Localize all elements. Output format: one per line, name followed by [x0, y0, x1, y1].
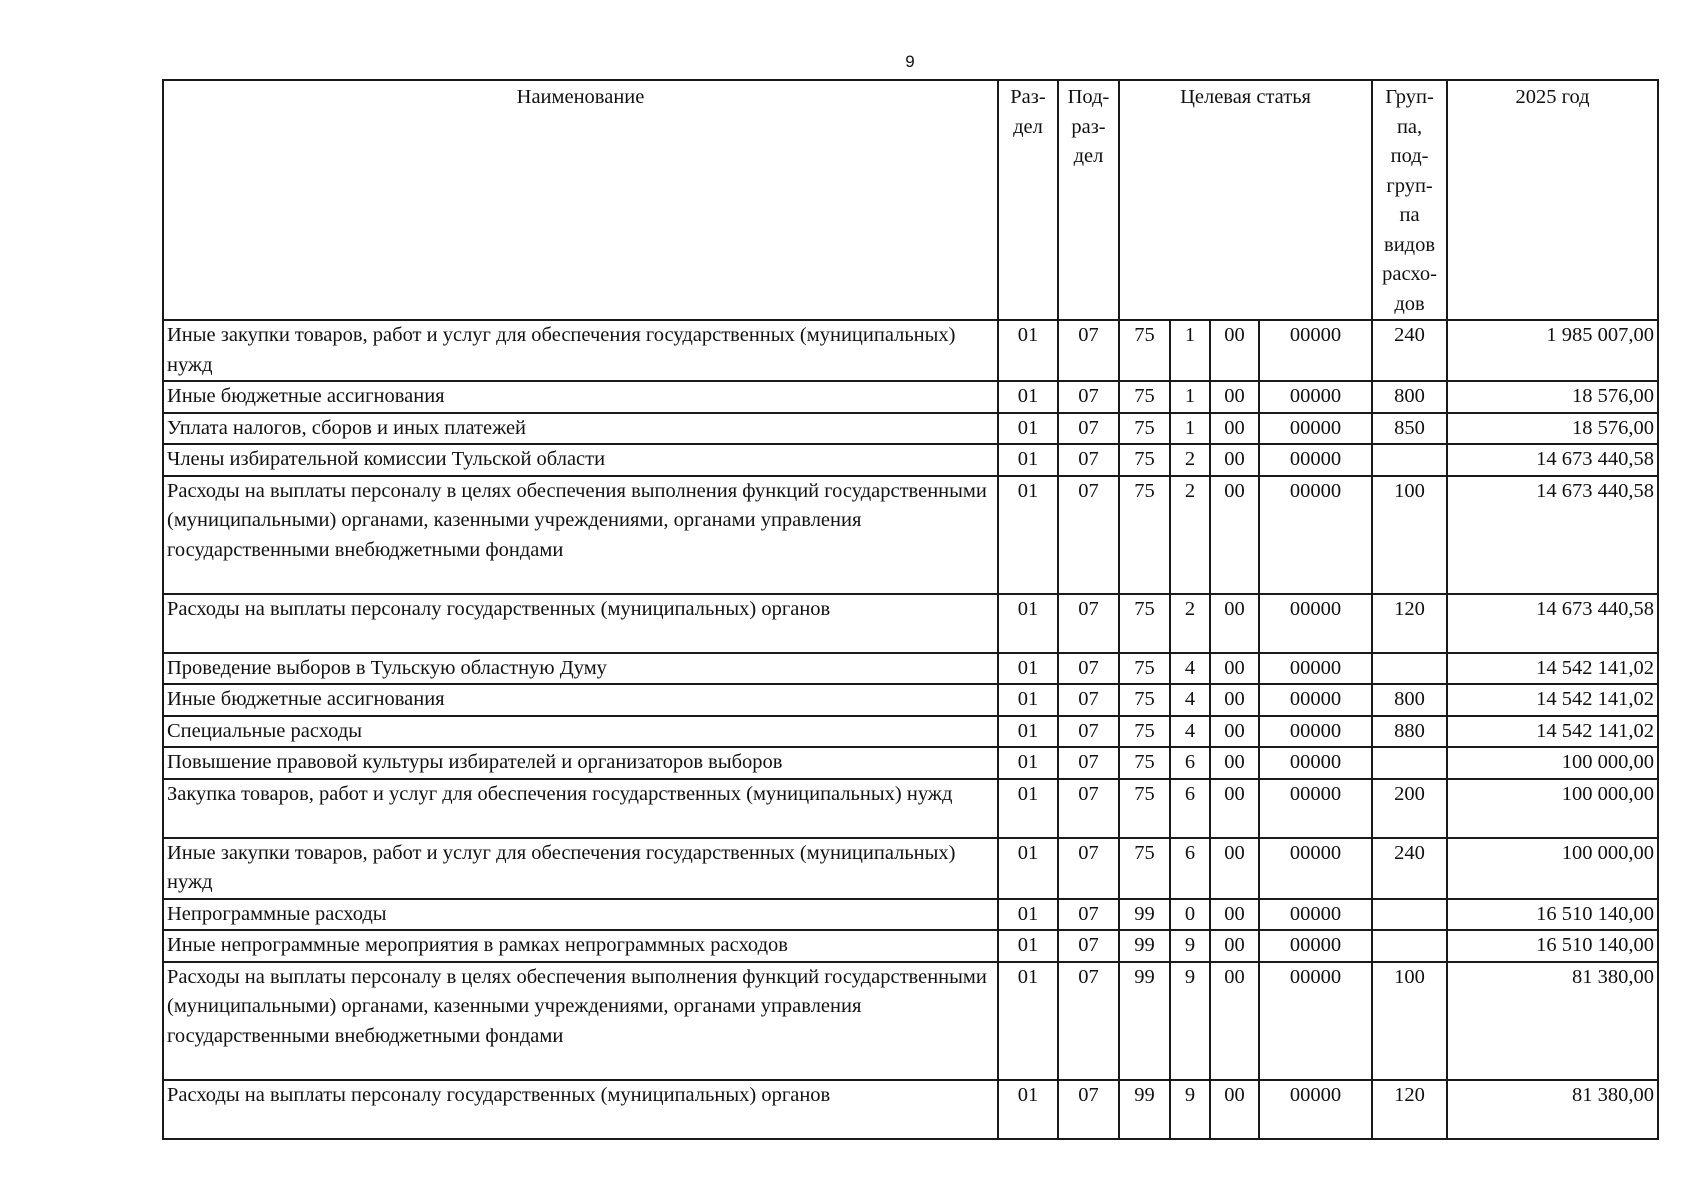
- row-amount: 18 576,00: [1447, 413, 1658, 445]
- row-podrazdel: 07: [1058, 747, 1119, 779]
- table-body: [163, 320, 1658, 1139]
- row-expense-group: 880: [1372, 716, 1447, 748]
- row-name: Специальные расходы: [163, 716, 998, 748]
- row-name: Иные бюджетные ассигнования: [163, 684, 998, 716]
- row-podrazdel: 07: [1058, 930, 1119, 962]
- row-target-direction: 00000: [1259, 594, 1372, 653]
- row-target-direction: 00000: [1259, 930, 1372, 962]
- table-row: [163, 444, 1658, 476]
- table-row: [163, 747, 1658, 779]
- table-row: [163, 476, 1658, 594]
- row-podrazdel: 07: [1058, 838, 1119, 899]
- row-name: Расходы на выплаты персоналу в целях обеспечения выполнения функций государственными (муниципальными) органами, казенными учреждениями, органами управления государственными внебюджетными фондами: [163, 476, 998, 594]
- row-podrazdel: 07: [1058, 716, 1119, 748]
- row-amount: 14 673 440,58: [1447, 594, 1658, 653]
- row-target-event: 00: [1210, 653, 1259, 685]
- row-target-event: 00: [1210, 413, 1259, 445]
- row-name: Непрограммные расходы: [163, 899, 998, 931]
- header-podrazdel: Под- раз- дел: [1058, 80, 1119, 320]
- row-razdel: 01: [998, 381, 1058, 413]
- row-target-subprogram: 1: [1170, 381, 1210, 413]
- row-podrazdel: 07: [1058, 320, 1119, 381]
- row-razdel: 01: [998, 1080, 1058, 1139]
- row-target-subprogram: 9: [1170, 930, 1210, 962]
- row-podrazdel: 07: [1058, 1080, 1119, 1139]
- row-amount: 100 000,00: [1447, 779, 1658, 838]
- row-target-direction: 00000: [1259, 899, 1372, 931]
- row-razdel: 01: [998, 320, 1058, 381]
- row-expense-group: 120: [1372, 594, 1447, 653]
- table-row: [163, 413, 1658, 445]
- row-name: Уплата налогов, сборов и иных платежей: [163, 413, 998, 445]
- row-amount: 14 542 141,02: [1447, 653, 1658, 685]
- row-name: Расходы на выплаты персоналу в целях обеспечения выполнения функций государственными (муниципальными) органами, казенными учреждениями, органами управления государственными внебюджетными фондами: [163, 962, 998, 1080]
- row-amount: 81 380,00: [1447, 962, 1658, 1080]
- row-target-event: 00: [1210, 684, 1259, 716]
- header-razdel: Раз- дел: [998, 80, 1058, 320]
- row-razdel: 01: [998, 653, 1058, 685]
- row-target-direction: 00000: [1259, 962, 1372, 1080]
- row-target-subprogram: 9: [1170, 962, 1210, 1080]
- row-amount: 16 510 140,00: [1447, 930, 1658, 962]
- row-target-subprogram: 9: [1170, 1080, 1210, 1139]
- row-amount: 18 576,00: [1447, 381, 1658, 413]
- row-target-subprogram: 0: [1170, 899, 1210, 931]
- row-target-program: 75: [1119, 684, 1170, 716]
- row-target-subprogram: 6: [1170, 838, 1210, 899]
- row-target-direction: 00000: [1259, 1080, 1372, 1139]
- row-target-program: 99: [1119, 930, 1170, 962]
- table-row: [163, 653, 1658, 685]
- row-name: Расходы на выплаты персоналу государственных (муниципальных) органов: [163, 1080, 998, 1139]
- table-row: [163, 594, 1658, 653]
- row-razdel: 01: [998, 594, 1058, 653]
- row-name: Закупка товаров, работ и услуг для обеспечения государственных (муниципальных) нужд: [163, 779, 998, 838]
- row-amount: 81 380,00: [1447, 1080, 1658, 1139]
- row-target-event: 00: [1210, 930, 1259, 962]
- row-podrazdel: 07: [1058, 413, 1119, 445]
- row-target-direction: 00000: [1259, 320, 1372, 381]
- row-target-program: 75: [1119, 594, 1170, 653]
- row-razdel: 01: [998, 962, 1058, 1080]
- row-target-subprogram: 4: [1170, 684, 1210, 716]
- row-target-direction: 00000: [1259, 779, 1372, 838]
- row-razdel: 01: [998, 930, 1058, 962]
- page-number: 9: [905, 52, 915, 71]
- row-target-program: 75: [1119, 381, 1170, 413]
- table-row: [163, 779, 1658, 838]
- row-target-program: 99: [1119, 899, 1170, 931]
- row-target-direction: 00000: [1259, 413, 1372, 445]
- row-podrazdel: 07: [1058, 444, 1119, 476]
- row-target-event: 00: [1210, 838, 1259, 899]
- row-target-event: 00: [1210, 1080, 1259, 1139]
- row-razdel: 01: [998, 716, 1058, 748]
- header-year: 2025 год: [1447, 80, 1658, 320]
- header-expense-group: Груп- па, под- груп- па видов расхо- дов: [1372, 80, 1447, 320]
- row-target-program: 75: [1119, 444, 1170, 476]
- row-target-event: 00: [1210, 594, 1259, 653]
- row-amount: 100 000,00: [1447, 747, 1658, 779]
- row-target-program: 75: [1119, 413, 1170, 445]
- row-razdel: 01: [998, 413, 1058, 445]
- row-target-subprogram: 2: [1170, 594, 1210, 653]
- table-row: [163, 320, 1658, 381]
- row-name: Иные закупки товаров, работ и услуг для обеспечения государственных (муниципальных) нужд: [163, 320, 998, 381]
- row-target-event: 00: [1210, 381, 1259, 413]
- row-target-program: 99: [1119, 1080, 1170, 1139]
- budget-table: [162, 79, 1659, 1140]
- row-target-program: 75: [1119, 320, 1170, 381]
- row-target-event: 00: [1210, 320, 1259, 381]
- row-amount: 14 542 141,02: [1447, 684, 1658, 716]
- row-target-subprogram: 6: [1170, 747, 1210, 779]
- row-target-event: 00: [1210, 444, 1259, 476]
- row-razdel: 01: [998, 779, 1058, 838]
- row-target-subprogram: 2: [1170, 444, 1210, 476]
- row-razdel: 01: [998, 684, 1058, 716]
- row-expense-group: 200: [1372, 779, 1447, 838]
- row-target-program: 75: [1119, 716, 1170, 748]
- row-name: Повышение правовой культуры избирателей и организаторов выборов: [163, 747, 998, 779]
- row-target-event: 00: [1210, 899, 1259, 931]
- row-expense-group: [1372, 930, 1447, 962]
- row-expense-group: [1372, 653, 1447, 685]
- row-podrazdel: 07: [1058, 684, 1119, 716]
- row-podrazdel: 07: [1058, 476, 1119, 594]
- row-amount: 1 985 007,00: [1447, 320, 1658, 381]
- row-target-direction: 00000: [1259, 653, 1372, 685]
- row-expense-group: [1372, 444, 1447, 476]
- row-target-subprogram: 1: [1170, 413, 1210, 445]
- row-target-direction: 00000: [1259, 747, 1372, 779]
- row-razdel: 01: [998, 899, 1058, 931]
- row-target-direction: 00000: [1259, 444, 1372, 476]
- row-name: Члены избирательной комиссии Тульской области: [163, 444, 998, 476]
- row-target-direction: 00000: [1259, 476, 1372, 594]
- row-amount: 14 673 440,58: [1447, 444, 1658, 476]
- row-target-subprogram: 4: [1170, 653, 1210, 685]
- row-podrazdel: 07: [1058, 594, 1119, 653]
- table-row: [163, 838, 1658, 899]
- row-expense-group: 240: [1372, 838, 1447, 899]
- row-expense-group: 120: [1372, 1080, 1447, 1139]
- row-expense-group: [1372, 899, 1447, 931]
- row-podrazdel: 07: [1058, 653, 1119, 685]
- row-expense-group: 100: [1372, 476, 1447, 594]
- row-razdel: 01: [998, 476, 1058, 594]
- row-target-program: 99: [1119, 962, 1170, 1080]
- row-target-event: 00: [1210, 716, 1259, 748]
- row-target-subprogram: 2: [1170, 476, 1210, 594]
- row-target-direction: 00000: [1259, 838, 1372, 899]
- row-podrazdel: 07: [1058, 779, 1119, 838]
- table-row: [163, 381, 1658, 413]
- row-amount: 14 673 440,58: [1447, 476, 1658, 594]
- table-row: [163, 684, 1658, 716]
- row-target-event: 00: [1210, 476, 1259, 594]
- row-expense-group: [1372, 747, 1447, 779]
- row-amount: 100 000,00: [1447, 838, 1658, 899]
- table-row: [163, 962, 1658, 1080]
- row-target-subprogram: 1: [1170, 320, 1210, 381]
- table-row: [163, 930, 1658, 962]
- row-razdel: 01: [998, 838, 1058, 899]
- row-target-program: 75: [1119, 653, 1170, 685]
- row-podrazdel: 07: [1058, 962, 1119, 1080]
- table-header-row: [163, 80, 1658, 320]
- header-target-article: Целевая статья: [1119, 80, 1372, 320]
- row-razdel: 01: [998, 747, 1058, 779]
- table-row: [163, 716, 1658, 748]
- row-expense-group: 800: [1372, 684, 1447, 716]
- row-target-event: 00: [1210, 747, 1259, 779]
- row-target-direction: 00000: [1259, 716, 1372, 748]
- row-podrazdel: 07: [1058, 899, 1119, 931]
- row-name: Иные закупки товаров, работ и услуг для обеспечения государственных (муниципальных) нужд: [163, 838, 998, 899]
- row-target-event: 00: [1210, 779, 1259, 838]
- row-target-subprogram: 6: [1170, 779, 1210, 838]
- row-name: Расходы на выплаты персоналу государственных (муниципальных) органов: [163, 594, 998, 653]
- row-name: Проведение выборов в Тульскую областную Думу: [163, 653, 998, 685]
- row-target-program: 75: [1119, 779, 1170, 838]
- row-podrazdel: 07: [1058, 381, 1119, 413]
- table-row: [163, 899, 1658, 931]
- row-expense-group: 800: [1372, 381, 1447, 413]
- row-expense-group: 100: [1372, 962, 1447, 1080]
- row-target-program: 75: [1119, 747, 1170, 779]
- row-target-subprogram: 4: [1170, 716, 1210, 748]
- row-target-program: 75: [1119, 476, 1170, 594]
- header-name: Наименование: [163, 80, 998, 320]
- row-target-direction: 00000: [1259, 381, 1372, 413]
- row-target-program: 75: [1119, 838, 1170, 899]
- row-name: Иные непрограммные мероприятия в рамках непрограммных расходов: [163, 930, 998, 962]
- row-target-direction: 00000: [1259, 684, 1372, 716]
- row-name: Иные бюджетные ассигнования: [163, 381, 998, 413]
- row-expense-group: 240: [1372, 320, 1447, 381]
- row-amount: 14 542 141,02: [1447, 716, 1658, 748]
- row-expense-group: 850: [1372, 413, 1447, 445]
- table-row: [163, 1080, 1658, 1139]
- row-razdel: 01: [998, 444, 1058, 476]
- row-amount: 16 510 140,00: [1447, 899, 1658, 931]
- row-target-event: 00: [1210, 962, 1259, 1080]
